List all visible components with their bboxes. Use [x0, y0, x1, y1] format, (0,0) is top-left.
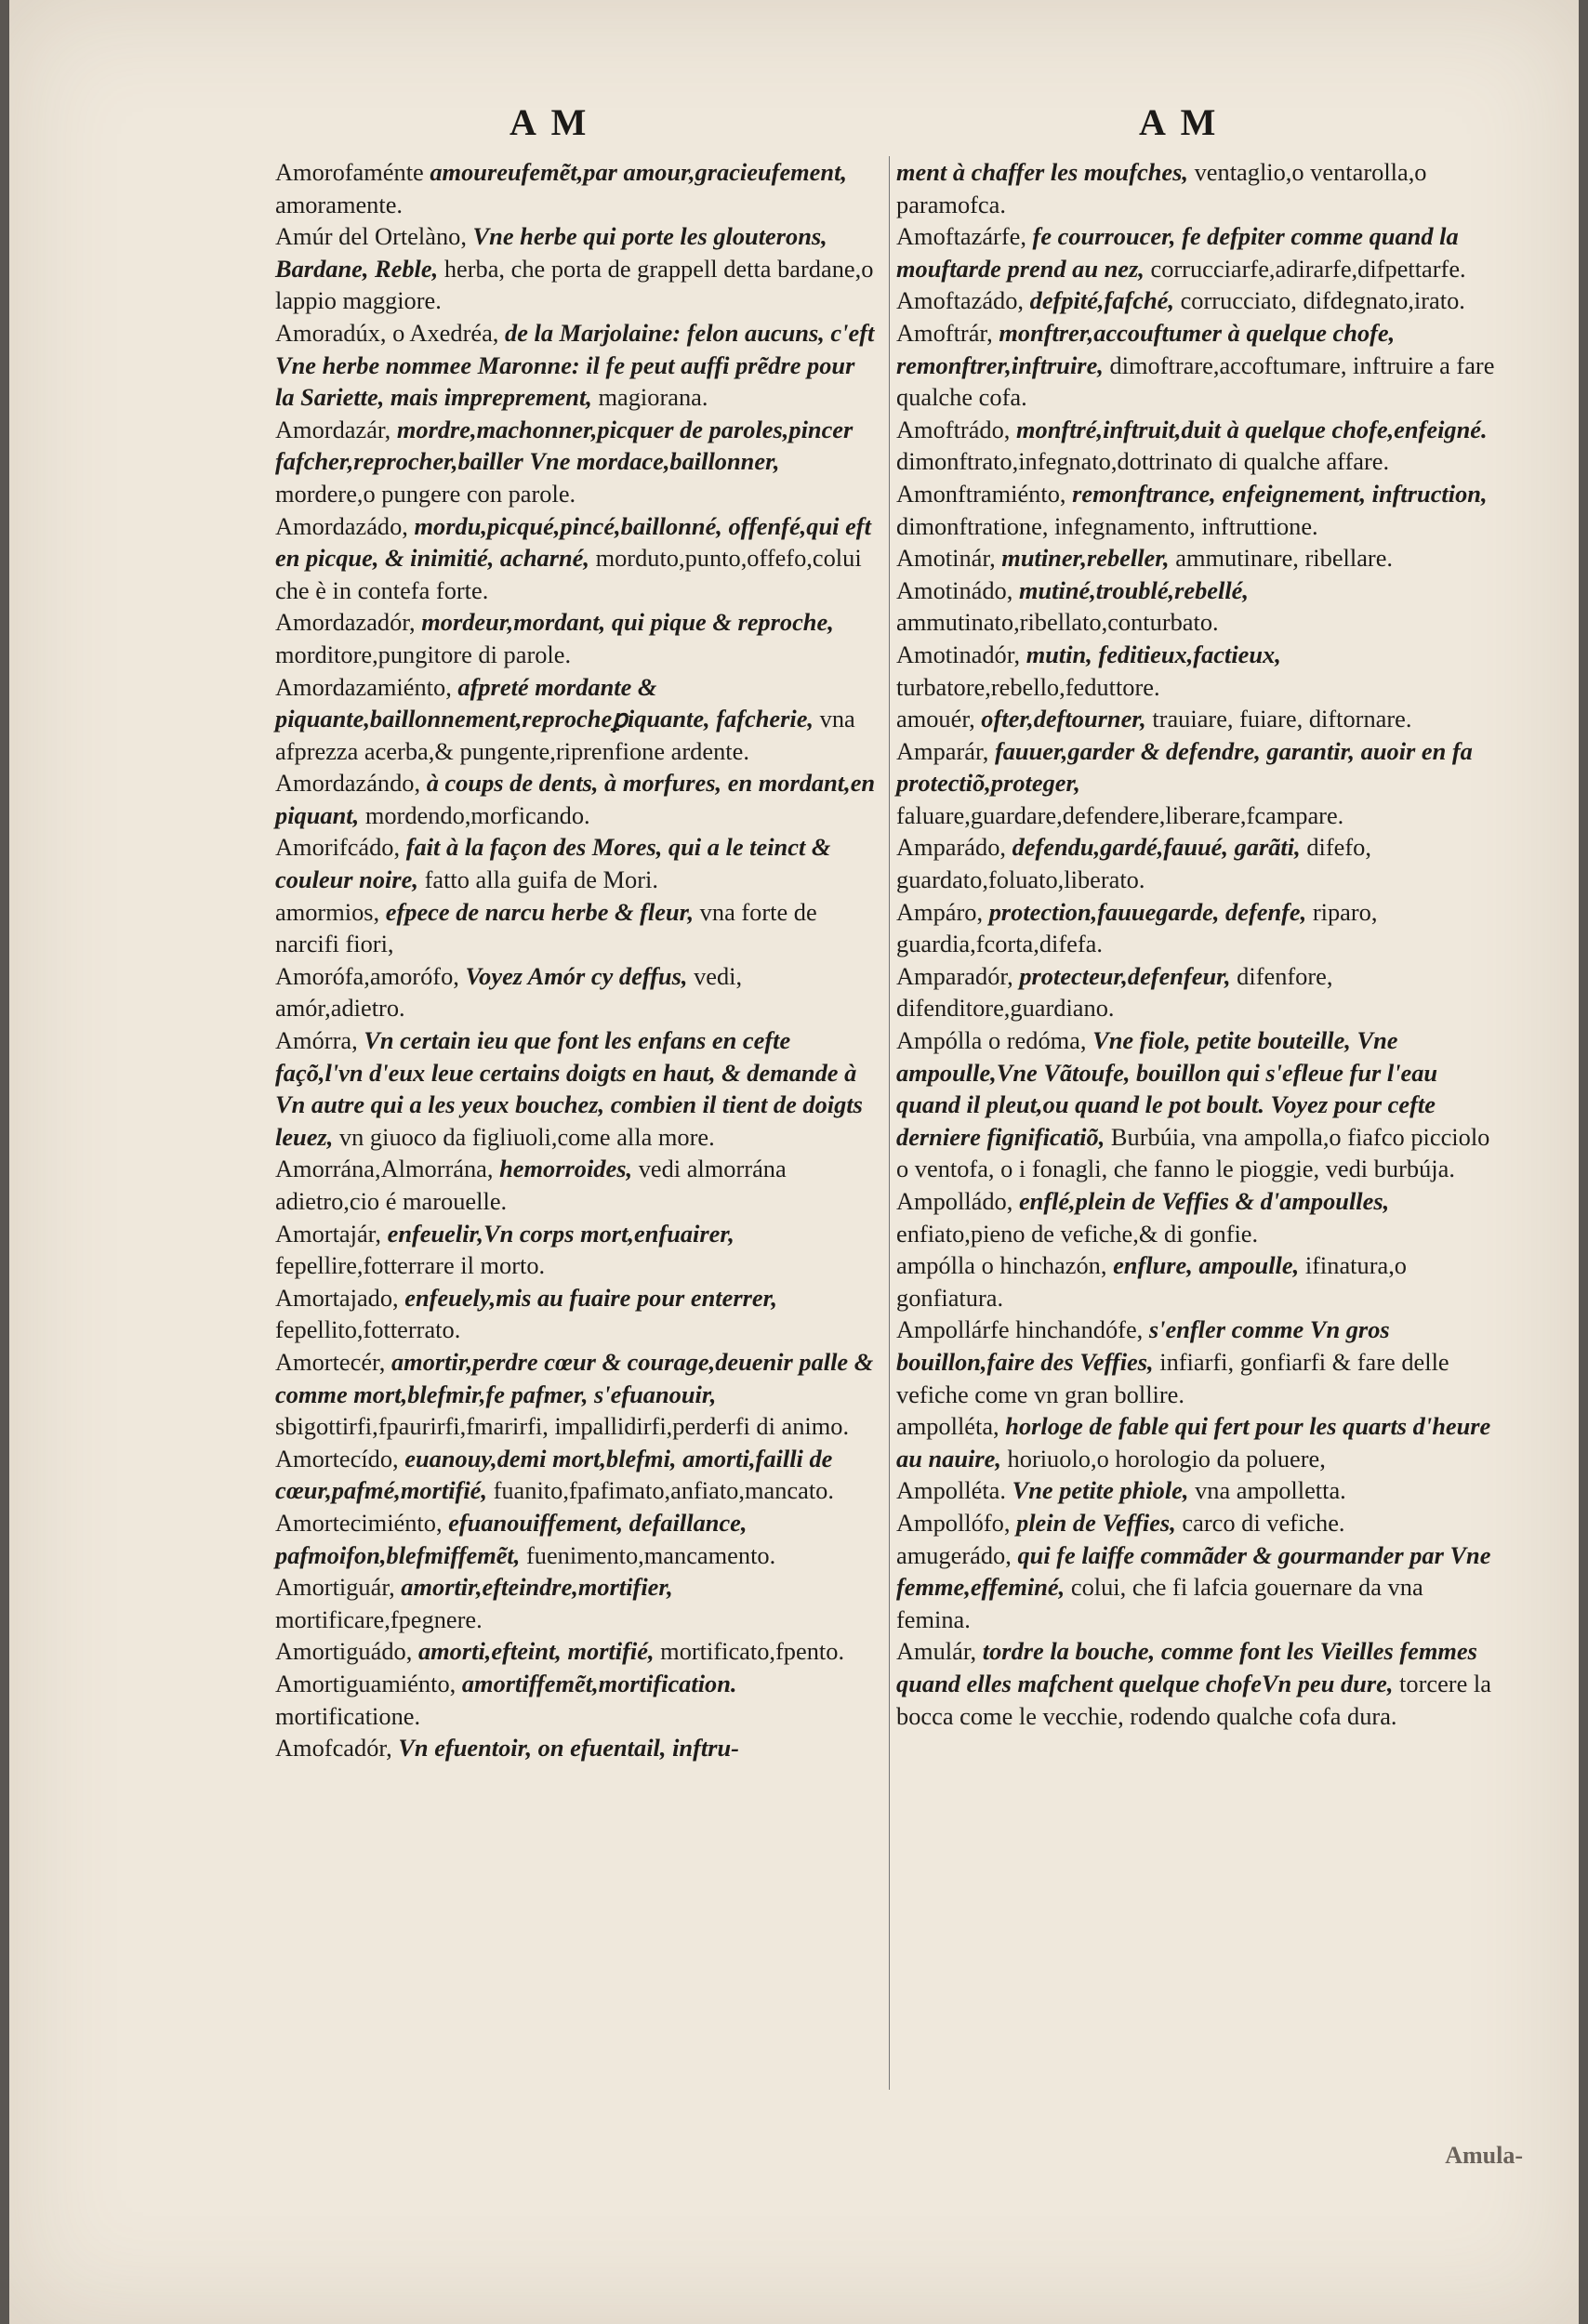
italian-gloss: vedi, amór,adietro. — [275, 961, 743, 1023]
french-gloss: mutiné,troublé,rebellé, — [1018, 575, 1249, 604]
headword: Amoftazárfe, — [896, 222, 1026, 251]
dictionary-entry — [275, 317, 878, 414]
french-gloss: Vne fiole, petite bouteille, Vne ampoulle,Vne Vãtoufe, bouillon qui s'efleue fur l'eau quand il pleut,ou quand le pot boult. Voyez pour cefte derniere fignificatiõ, — [896, 1026, 1438, 1151]
headword: Amordazándo, — [275, 769, 421, 798]
french-gloss: mordu,picqué,pincé,baillonné, offenfé,qui eft en picque, & inimitié, acharné, — [275, 511, 871, 573]
dictionary-entry — [275, 156, 878, 220]
left-column — [275, 156, 878, 1764]
headword: Amoftazádo, — [896, 286, 1025, 315]
headword: Amórra, — [275, 1026, 358, 1055]
french-gloss: Vn efuentoir, on efuentail, inftru- — [398, 1734, 739, 1763]
headword: Ampólla o redóma, — [896, 1026, 1087, 1055]
headword: Amortiguár, — [275, 1573, 395, 1602]
french-gloss: à coups de dents, à morfures, en mordant,en piquant, — [275, 769, 876, 829]
italian-gloss: mortificatione. — [275, 1701, 421, 1730]
french-gloss: protecteur,defenfeur, — [1019, 961, 1231, 990]
dictionary-entry — [275, 1218, 878, 1282]
french-gloss: enfeuelir,Vn corps mort,enfuairer, — [387, 1219, 734, 1248]
italian-gloss: mortificare,fpegnere. — [275, 1604, 483, 1633]
dictionary-entry — [275, 1153, 878, 1217]
headword: Amotinadór, — [896, 640, 1021, 668]
headword: Amofcadór, — [275, 1734, 392, 1763]
dictionary-entry — [896, 478, 1499, 542]
dictionary-entry — [896, 1410, 1499, 1474]
dictionary-entry — [275, 1024, 878, 1153]
french-gloss: monftrer,accouftumer à quelque chofe, remonftrer,inftruire, — [896, 318, 1396, 379]
french-gloss: ofter,deftourner, — [981, 705, 1146, 733]
dictionary-entry — [896, 1185, 1499, 1249]
headword: Ampollárfe hinchandófe, — [896, 1315, 1144, 1344]
headword: Amordazadór, — [275, 608, 416, 637]
column-divider — [889, 156, 890, 2090]
french-gloss: amortir,perdre cœur & courage,deuenir palle & comme mort,blefmir,fe pafmer, s'efuanouir, — [275, 1347, 874, 1408]
french-gloss: Vn certain ieu que font les enfans en cefte façõ,l'vn d'eux leue certains doigts en haut, & demande à Vn autre qui a les yeux bouchez, combien il tient de doigts leuez, — [275, 1026, 863, 1151]
italian-gloss: vn giuoco da figliuoli,come alla more. — [338, 1122, 715, 1151]
italian-gloss: horiuolo,o horologio da poluere, — [1007, 1444, 1326, 1472]
dictionary-entry — [896, 1249, 1499, 1314]
french-gloss: fait à la façon des Mores, qui a le teinct & couleur noire, — [275, 833, 831, 894]
french-gloss: Vne petite phiole, — [1012, 1476, 1189, 1505]
headword: amugerádo, — [896, 1540, 1012, 1569]
italian-gloss: faluare,guardare,defendere,liberare,fcampare. — [896, 800, 1344, 829]
french-gloss: defendu,gardé,fauué, garãti, — [1012, 833, 1301, 862]
italian-gloss: infiarfi, gonfiarfi & fare delle vefiche come vn gran bollire. — [896, 1347, 1449, 1408]
italian-gloss: carco di vefiche. — [1182, 1508, 1345, 1537]
headword: Amordazamiénto, — [275, 672, 452, 701]
italian-gloss: fuanito,fpafimato,anfiato,mancato. — [493, 1476, 834, 1505]
headword: Amortecér, — [275, 1347, 386, 1376]
french-gloss: qui fe laiffe commãder & gourmander par Vne femme,effeminé, — [896, 1540, 1491, 1602]
italian-gloss: dimonftratione, infegnamento, inftruttione. — [896, 511, 1318, 540]
italian-gloss: ammutinato,ribellato,conturbato. — [896, 608, 1219, 637]
dictionary-entry — [896, 414, 1499, 478]
dictionary-entry — [275, 1668, 878, 1732]
dictionary-entry — [896, 960, 1499, 1024]
french-gloss: mutiner,rebeller, — [1001, 544, 1170, 573]
headword: Amortiguamiénto, — [275, 1669, 457, 1697]
dictionary-entry — [896, 1539, 1499, 1636]
headword: Amortecído, — [275, 1444, 399, 1472]
italian-gloss: ventaglio,o ventarolla,o paramofca. — [896, 158, 1427, 218]
dictionary-entry — [896, 639, 1499, 703]
dictionary-entry — [275, 1443, 878, 1507]
french-gloss: remonftrance, enfeignement, inftruction, — [1072, 479, 1488, 508]
italian-gloss: morditore,pungitore di parole. — [275, 640, 572, 668]
headword: Amparadór, — [896, 961, 1013, 990]
italian-gloss: morduto,punto,offefo,colui che è in contefa forte. — [275, 544, 862, 604]
italian-gloss: corrucciato, difdegnato,irato. — [1180, 286, 1465, 315]
french-gloss: enfeuely,mis au fuaire pour enterrer, — [404, 1283, 778, 1312]
french-gloss: mordre,machonner,picquer de paroles,pincer fafcher,reprocher,bailler Vne mordace,baillonner, — [275, 415, 854, 476]
headword: Amonftramiénto, — [896, 479, 1066, 508]
dictionary-entry — [275, 414, 878, 510]
dictionary-entry — [896, 831, 1499, 895]
french-gloss: amoureufemẽt,par amour,gracieufement, — [430, 158, 847, 186]
headword: amouér, — [896, 705, 975, 733]
headword: Amorrána,Almorrána, — [275, 1155, 494, 1183]
italian-gloss: vna forte de narcifi fiori, — [275, 897, 817, 958]
french-gloss: protection,fauuegarde, defenfe, — [988, 897, 1307, 926]
dictionary-entry — [896, 542, 1499, 574]
headword: Amparár, — [896, 736, 989, 765]
right-column — [896, 156, 1499, 1732]
dictionary-entry — [896, 1474, 1499, 1507]
french-gloss: amortir,efteindre,mortifier, — [401, 1573, 673, 1602]
italian-gloss: colui, che fi lafcia gouernare da vna femina. — [896, 1573, 1423, 1633]
headword: Amoradúx, o Axedréa, — [275, 318, 499, 347]
french-gloss: euanouy,demi mort,blefmi, amorti,failli de cœur,pafmé,mortifié, — [275, 1444, 833, 1505]
headword: ampólla o hinchazón, — [896, 1251, 1107, 1280]
dictionary-entry — [275, 1635, 878, 1668]
headword: Amoftrádo, — [896, 415, 1011, 443]
italian-gloss: difenfore, difenditore,guardiano. — [896, 961, 1333, 1023]
italian-gloss: vedi almorrána adietro,cio é marouelle. — [275, 1155, 787, 1215]
italian-gloss: mortificato,fpento. — [660, 1637, 845, 1666]
italian-gloss: magiorana. — [598, 383, 708, 412]
french-gloss: mutin, feditieux,factieux, — [1026, 640, 1281, 668]
dictionary-entry — [275, 767, 878, 831]
italian-gloss: turbatore,rebello,feduttore. — [896, 672, 1160, 701]
italian-gloss: mordendo,morficando. — [364, 800, 590, 829]
headword: Ampáro, — [896, 897, 984, 926]
dictionary-entry — [896, 317, 1499, 414]
headword: ampolléta, — [896, 1412, 999, 1441]
italian-gloss: ammutinare, ribellare. — [1175, 544, 1394, 573]
headword: amormios, — [275, 897, 380, 926]
italian-gloss: fuenimento,mancamento. — [525, 1540, 776, 1569]
headword: Amorófa,amorófo, — [275, 961, 459, 990]
headword: Amortecimiénto, — [275, 1508, 443, 1537]
french-gloss: tordre la bouche, comme font les Vieilles femmes quand elles mafchent quelque chofeVn peu dure, — [896, 1637, 1477, 1697]
french-gloss: horloge de fable qui fert pour les quarts d'heure au nauire, — [896, 1412, 1491, 1472]
french-gloss: amorti,efteint, mortifié, — [417, 1637, 655, 1666]
dictionary-entry — [275, 1732, 878, 1764]
dictionary-entry — [275, 1507, 878, 1571]
dictionary-entry — [896, 574, 1499, 639]
headword: Amorofaménte — [275, 158, 424, 186]
french-gloss: monftré,inftruit,duit à quelque chofe,enfeigné. — [1016, 415, 1488, 443]
italian-gloss: torcere la bocca come le vecchie, rodendo qualche cofa dura. — [896, 1669, 1491, 1730]
header-left: A M — [509, 101, 590, 143]
italian-gloss: sbigottirfi,fpaurirfi,fmarirfi, impallidirfi,perderfi di animo. — [275, 1412, 850, 1441]
italian-gloss: vna afprezza acerba,& pungente,riprenfione ardente. — [275, 705, 855, 765]
italian-gloss: ifinatura,o gonfiatura. — [896, 1251, 1407, 1312]
dictionary-entry — [896, 703, 1499, 735]
french-gloss: efpece de narcu herbe & fleur, — [385, 897, 695, 926]
dictionary-entry — [275, 510, 878, 607]
dictionary-entry — [275, 831, 878, 895]
catchword: Amula- — [1445, 2142, 1523, 2169]
headword: Amotinádo, — [896, 575, 1013, 604]
dictionary-entry — [275, 1282, 878, 1346]
headword: Ampollófo, — [896, 1508, 1011, 1537]
dictionary-entry — [896, 1024, 1499, 1185]
header-right: A M — [1139, 101, 1220, 143]
italian-gloss: dimoftrare,accoftumare, inftruire a fare qualche cofa. — [896, 350, 1495, 412]
dictionary-entry — [896, 896, 1499, 960]
italian-gloss: enfiato,pieno de vefiche,& di gonfie. — [896, 1219, 1259, 1248]
french-gloss: Vne herbe qui porte les glouterons, Bardane, Reble, — [275, 222, 827, 283]
french-gloss: ment à chaffer les moufches, — [896, 158, 1188, 186]
headword: Ampolládo, — [896, 1187, 1013, 1215]
italian-gloss: herba, che porta de grappell detta bardane,o lappio maggiore. — [275, 254, 874, 315]
italian-gloss: trauiare, fuiare, diftornare. — [1152, 705, 1412, 733]
headword: Amparádo, — [896, 833, 1006, 862]
dictionary-entry — [896, 1507, 1499, 1539]
headword: Amordazár, — [275, 415, 391, 443]
dictionary-entry — [896, 220, 1499, 284]
headword: Amoftrár, — [896, 318, 993, 347]
dictionary-entry — [275, 1346, 878, 1443]
headword: Amortiguádo, — [275, 1637, 413, 1666]
italian-gloss: vna ampolletta. — [1195, 1476, 1346, 1505]
italian-gloss: amoramente. — [275, 190, 404, 218]
dictionary-entry — [275, 220, 878, 317]
italian-gloss: Burbúia, vna ampolla,o fiafco picciolo o ventofa, o i fonagli, che fanno le pioggie, vedi burbúja. — [896, 1122, 1490, 1183]
dictionary-entry — [896, 156, 1499, 220]
dictionary-entry — [275, 960, 878, 1024]
french-gloss: afpreté mordante & piquante,baillonnement,reprocheꝑiquante, fafcherie, — [275, 672, 814, 733]
headword: Amúr del Ortelàno, — [275, 222, 467, 251]
headword: Amotinár, — [896, 544, 996, 573]
italian-gloss: corrucciarfe,adirarfe,difpettarfe. — [1150, 254, 1466, 283]
italian-gloss: fepellire,fotterrare il morto. — [275, 1251, 546, 1280]
french-gloss: efuanouiffement, defaillance, pafmoifon,blefmiffemẽt, — [275, 1508, 748, 1569]
italian-gloss: fepellito,fotterrato. — [275, 1315, 461, 1344]
dictionary-entry — [896, 284, 1499, 317]
dictionary-entry — [275, 671, 878, 768]
dictionary-entry — [275, 606, 878, 670]
french-gloss: defpité,fafché, — [1029, 286, 1174, 315]
headword: Amordazádo, — [275, 511, 408, 540]
french-gloss: s'enfler comme Vn gros bouillon,faire des Veffies, — [896, 1315, 1390, 1376]
italian-gloss: difefo, guardato,foluato,liberato. — [896, 833, 1371, 894]
french-gloss: plein de Veffies, — [1016, 1508, 1176, 1537]
italian-gloss: riparo, guardia,fcorta,difefa. — [896, 897, 1378, 958]
headword: Amorifcádo, — [275, 833, 401, 862]
italian-gloss: mordere,o pungere con parole. — [275, 479, 576, 508]
dictionary-entry — [896, 1314, 1499, 1410]
dictionary-entry — [896, 1635, 1499, 1732]
page — [9, 0, 1579, 2324]
italian-gloss: dimonftrato,infegnato,dottrinato di qualche affare. — [896, 447, 1390, 476]
headword: Amortajado, — [275, 1283, 399, 1312]
french-gloss: hemorroides, — [499, 1155, 633, 1183]
french-gloss: fauuer,garder & defendre, garantir, auoir en fa protectiõ,proteger, — [896, 736, 1473, 798]
dictionary-entry — [896, 735, 1499, 832]
headword: Amortajár, — [275, 1219, 381, 1248]
french-gloss: amortiffemẽt,mortification. — [461, 1669, 737, 1697]
dictionary-entry — [275, 1571, 878, 1635]
italian-gloss: fatto alla guifa de Mori. — [424, 865, 658, 894]
french-gloss: enflé,plein de Veffies & d'ampoulles, — [1018, 1187, 1390, 1215]
french-gloss: Voyez Amór cy deffus, — [465, 961, 688, 990]
french-gloss: de la Marjolaine: felon aucuns, c'eft Vne herbe nommee Maronne: il fe peut auffi prẽdre pour la Sariette, mais impreprement, — [275, 318, 875, 412]
headword: Amulár, — [896, 1637, 977, 1666]
french-gloss: fe courroucer, fe defpiter comme quand la mouftarde prend au nez, — [896, 222, 1459, 283]
french-gloss: mordeur,mordant, qui pique & reproche, — [421, 608, 834, 637]
french-gloss: enflure, ampoulle, — [1113, 1251, 1300, 1280]
dictionary-entry — [275, 896, 878, 960]
headword: Ampolléta. — [896, 1476, 1006, 1505]
